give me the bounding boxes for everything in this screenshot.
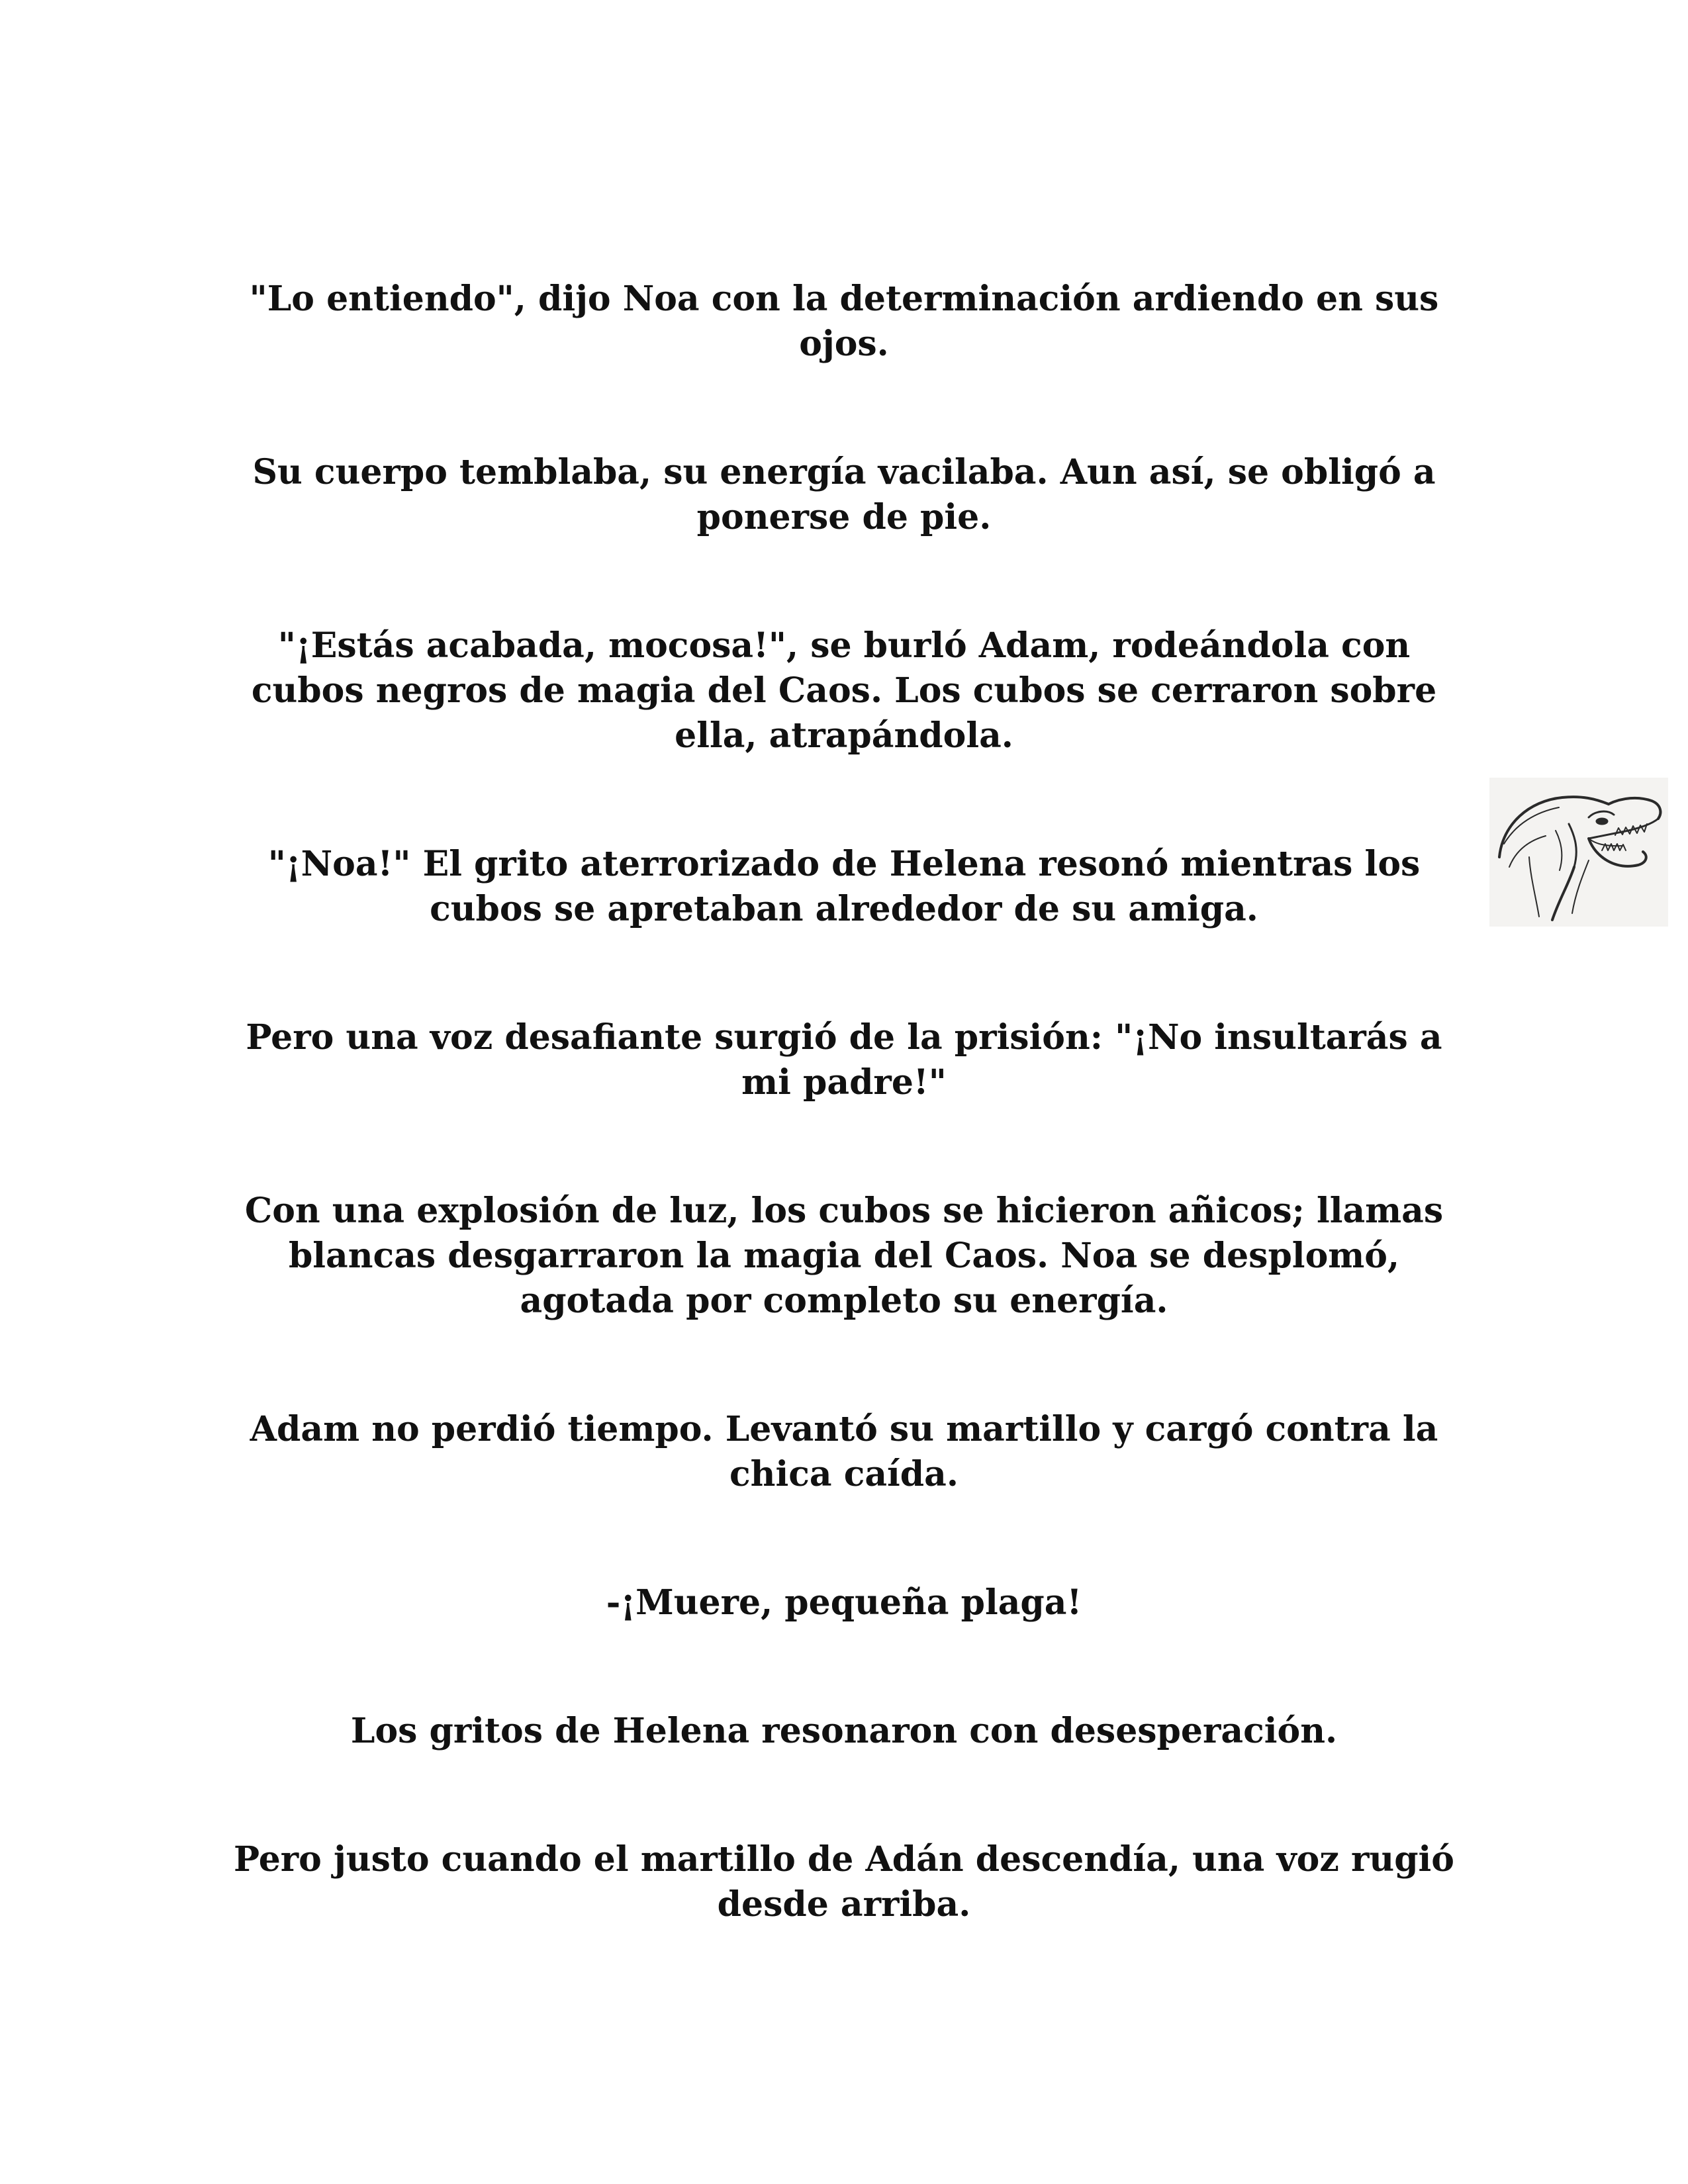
paragraph-6: Con una explosión de luz, los cubos se hicieron añicos; llamas blancas desgarraron la magia del Caos. Noa se desplomó, agotada por completo su energía. — [244, 1191, 1444, 1321]
paragraph-1: "Lo entiendo", dijo Noa con la determinación ardiendo en sus ojos. — [249, 279, 1439, 364]
paragraph-7: Adam no perdió tiempo. Levantó su martillo y cargó contra la chica caída. — [250, 1409, 1438, 1494]
paragraph-4: "¡Noa!" El grito aterrorizado de Helena resonó mientras los cubos se apretaban alrededor de su amiga. — [267, 844, 1421, 929]
dinosaur-head-sketch-icon — [1489, 778, 1668, 927]
paragraph-5: Pero una voz desafiante surgió de la prisión: "¡No insultarás a mi padre!" — [246, 1017, 1442, 1103]
paragraph-10: Pero justo cuando el martillo de Adán descendía, una voz rugió desde arriba. — [234, 1839, 1454, 1925]
paragraph-9: Los gritos de Helena resonaron con desesperación. — [350, 1711, 1338, 1751]
paragraph-2: Su cuerpo temblaba, su energía vacilaba. Aun así, se obligó a ponerse de pie. — [252, 452, 1436, 537]
paragraph-3: "¡Estás acabada, mocosa!", se burló Adam, rodeándola con cubos negros de magia del Caos. Los cubos se cerraron sobre ella, atrapándola. — [251, 625, 1437, 756]
paragraph-8: -¡Muere, pequeña plaga! — [606, 1582, 1082, 1623]
story-text — [225, 277, 1463, 1927]
